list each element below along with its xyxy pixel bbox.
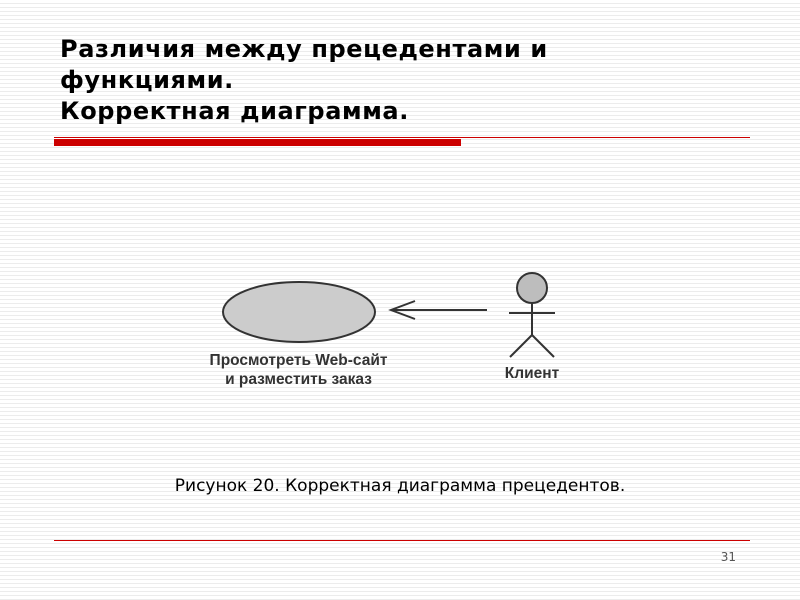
use-case-diagram <box>190 260 610 400</box>
use-case-label <box>190 351 407 389</box>
title-divider-thick <box>54 139 461 146</box>
slide-title-line-1: Различия между прецедентами и <box>60 35 548 63</box>
use-case-ellipse <box>223 282 375 342</box>
use-case-label-line-1: Просмотреть Web-сайт <box>209 352 388 369</box>
footer-divider <box>54 540 750 541</box>
association-arrow <box>391 301 487 319</box>
title-divider-thin <box>54 137 750 138</box>
slide-title <box>60 34 710 127</box>
use-case-label-line-2: и разместить заказ <box>225 371 372 388</box>
slide-title-line-2: функциями. <box>60 66 234 94</box>
actor-icon <box>509 273 555 357</box>
actor-left-leg <box>510 335 532 357</box>
figure-caption: Рисунок 20. Корректная диаграмма прецедентов. <box>174 476 626 496</box>
actor-right-leg <box>532 335 554 357</box>
slide-title-line-3: Корректная диаграмма. <box>60 97 409 125</box>
actor-head <box>517 273 547 303</box>
page-number: 31 <box>720 550 736 564</box>
actor-label: Клиент <box>504 365 560 382</box>
